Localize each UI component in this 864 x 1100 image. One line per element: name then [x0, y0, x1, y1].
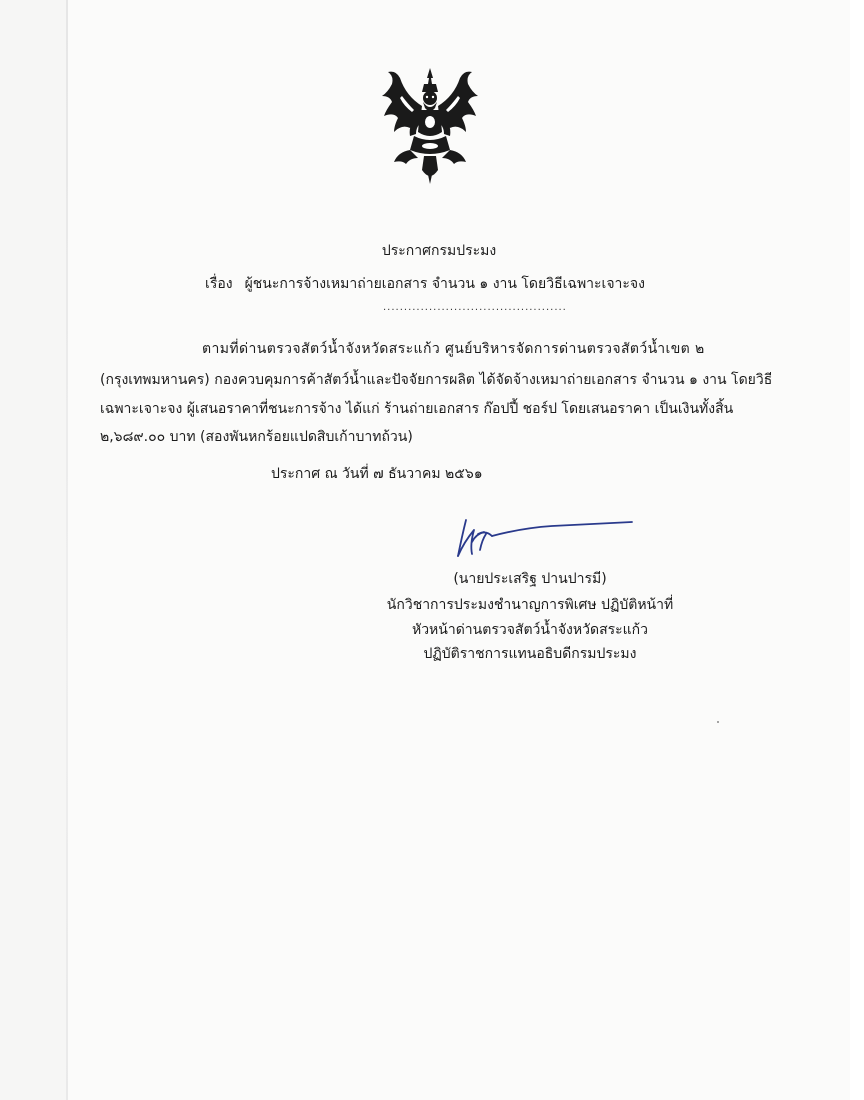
handwritten-signature [452, 512, 634, 562]
scan-margin-shade [0, 0, 66, 1100]
body-line-4: ๒,๖๘๙.๐๐ บาท (สองพันหกร้อยแปดสิบเก้าบาทถ้วน) [100, 429, 413, 445]
signatory-name: (นายประเสริฐ ปานปารมี) [453, 571, 607, 587]
announcement-title: ประกาศกรมประมง [381, 243, 497, 259]
scan-speck [717, 721, 719, 723]
scan-edge-line [66, 0, 68, 1100]
subject-text: ผู้ชนะการจ้างเหมาถ่ายเอกสาร จำนวน ๑ งาน โดยวิธีเฉพาะเจาะจง [244, 276, 645, 292]
body-line-2: (กรุงเทพมหานคร) กองควบคุมการค้าสัตว์น้ำและปัจจัยการผลิต ได้จัดจ้างเหมาถ่ายเอกสาร จำนวน ๑ งาน โดยวิธี [100, 372, 773, 388]
title-separator: ............................................ [383, 302, 567, 313]
body-line-1: ตามที่ด่านตรวจสัตว์น้ำจังหวัดสระแก้ว ศูนย์บริหารจัดการด่านตรวจสัตว์น้ำเขต ๒ [202, 341, 705, 357]
announcement-subject [0, 273, 850, 295]
signatory-position: นักวิชาการประมงชำนาญการพิเศษ ปฏิบัติหน้าที่ [386, 597, 674, 613]
announcement-date: ประกาศ ณ วันที่ ๗ ธันวาคม ๒๕๖๑ [271, 466, 483, 482]
subject-label: เรื่อง [205, 276, 233, 292]
signatory-role: หัวหน้าด่านตรวจสัตว์น้ำจังหวัดสระแก้ว [411, 622, 649, 638]
garuda-emblem-icon [380, 66, 480, 186]
body-line-3: เฉพาะเจาะจง ผู้เสนอราคาที่ชนะการจ้าง ได้แก่ ร้านถ่ายเอกสาร ก๊อปปี้ ชอร์ป โดยเสนอราคา เป็นเงินทั้งสิ้น [100, 401, 734, 417]
signatory-acting: ปฏิบัติราชการแทนอธิบดีกรมประมง [423, 646, 637, 662]
